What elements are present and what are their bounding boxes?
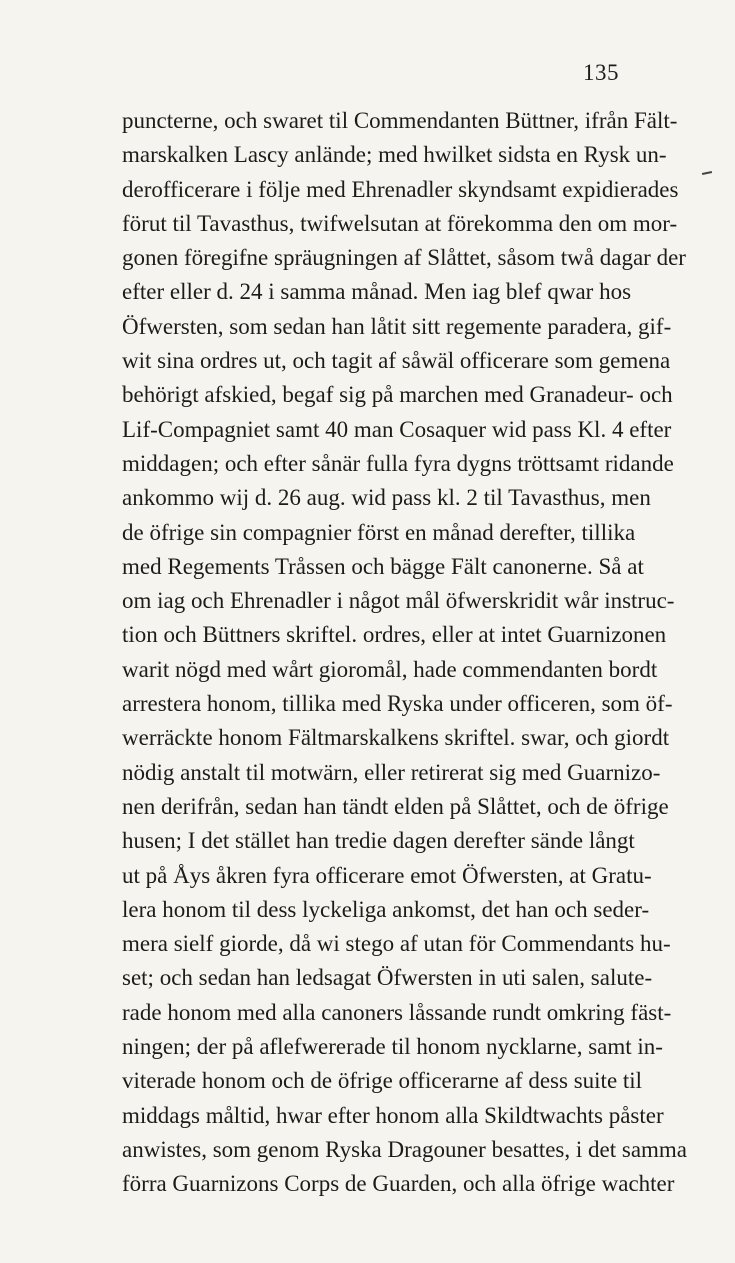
text-line: de öfrige sin compagnier först en månad derefter, tillika [122,519,636,545]
text-line: efter eller d. 24 i samma månad. Men iag blef qwar hos [122,279,632,305]
margin-mark [702,171,712,175]
text-line: nen derifrån, sedan han tändt elden på Slåttet, och de öfrige [122,793,669,819]
text-line: ut på Åys åkren fyra officerare emot Öfwersten, at Gratu- [122,862,652,888]
text-line: Öfwersten, som sedan han låtit sitt regemente paradera, gif- [122,313,672,339]
text-line: med Regements Tråssen och bägge Fält canonerne. Så at [122,553,644,579]
text-line: lera honom til dess lyckeliga ankomst, det han och seder- [122,896,650,922]
text-line: förut til Tavasthus, twifwelsutan at förekomma den om mor- [122,210,678,236]
text-line: arrestera honom, tillika med Ryska under officeren, som öf- [122,691,673,717]
text-line: marskalken Lascy anlände; med hwilket sidsta en Rysk un- [122,142,667,168]
text-line: middagen; och efter sånär fulla fyra dygns tröttsamt ridande [122,450,674,476]
text-line: ningen; der på aflefwererade til honom nycklarne, samt in- [122,1034,663,1060]
text-line: set; och sedan han ledsagat Öfwersten in uti salen, salute- [122,965,653,991]
text-line: nödig anstalt til motwärn, eller retirerat sig med Guarnizo- [122,759,661,785]
text-line: werräckte honom Fältmarskalkens skriftel. swar, och giordt [122,725,670,751]
text-line: rade honom med alla canoners låssande rundt omkring fäst- [122,999,672,1025]
text-line: warit nögd med wårt gioromål, hade commendanten bordt [122,656,658,682]
text-line: derofficerare i följe med Ehrenadler skyndsamt expidierades [122,176,679,202]
text-line: anwistes, som genom Ryska Dragouner besattes, i det samma [122,1136,688,1162]
text-line: förra Guarnizons Corps de Guarden, och alla öfrige wachter [122,1171,675,1197]
text-line: tion och Büttners skriftel. ordres, eller at intet Guarnizonen [122,622,667,648]
page-number: 135 [583,60,619,85]
text-line: Lif-Compagniet samt 40 man Cosaquer wid pass Kl. 4 efter [122,416,672,442]
body-text [122,104,688,1202]
text-line: mera sielf giorde, då wi stego af utan för Commendants hu- [122,931,671,957]
text-line: middags måltid, hwar efter honom alla Skildtwachts påster [122,1102,664,1128]
text-line: wit sina ordres ut, och tagit af såwäl officerare som gemena [122,348,671,374]
text-line: puncterne, och swaret til Commendanten Büttner, ifrån Fält- [122,108,678,133]
text-line: behörigt afskied, begaf sig på marchen med Granadeur- och [122,382,673,408]
text-line: om iag och Ehrenadler i något mål öfwerskridit wår instruc- [122,588,675,614]
text-line: ankommo wij d. 26 aug. wid pass kl. 2 til Tavasthus, men [122,485,651,511]
text-line: viterade honom och de öfrige officerarne af dess suite til [122,1068,643,1094]
text-line: gonen föregifne spräugningen af Slåttet, såsom twå dagar der [122,245,686,271]
text-line: husen; I det stället han tredie dagen derefter sände långt [122,828,635,854]
